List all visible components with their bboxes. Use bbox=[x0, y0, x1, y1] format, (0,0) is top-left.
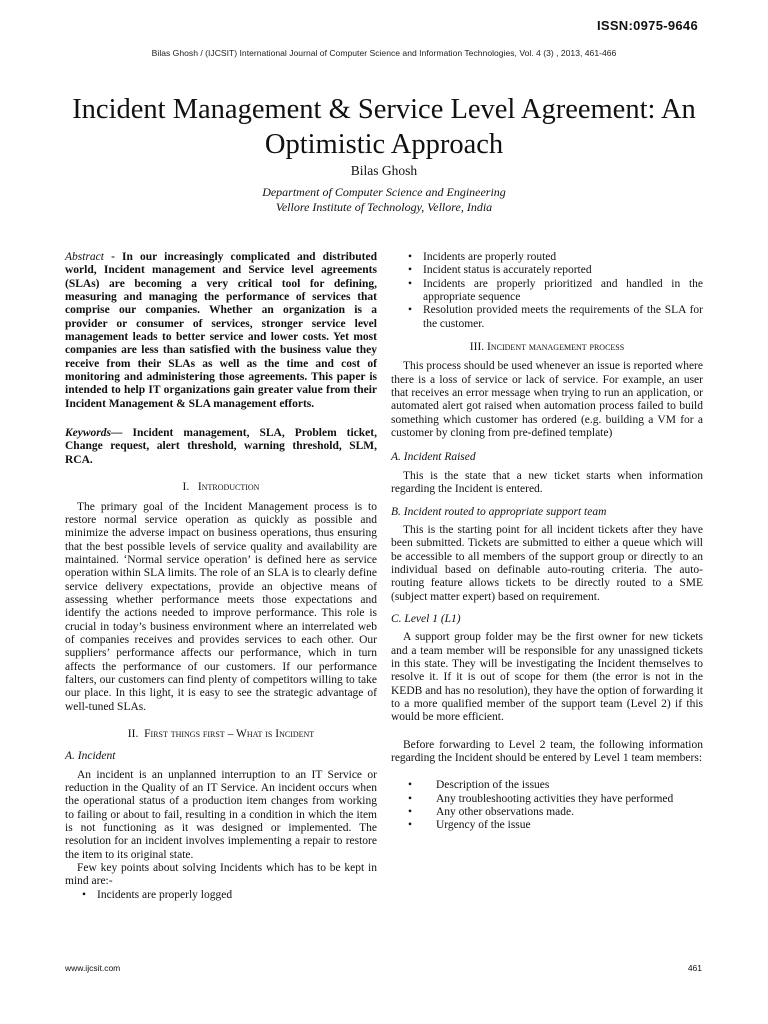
section-number: III. bbox=[469, 341, 485, 354]
right-column bbox=[391, 251, 703, 833]
incident-routed-paragraph: This is the starting point for all incident tickets after they have been submitted. Tickets are submitted to either a queue which will be accessible to all members of the support group or directly to an individual based on definable auto-routing criteria. The auto-routing feature allows tickets to be directly routed to a SME (subject matter expert) based on requirement. bbox=[391, 523, 703, 603]
level-1-forwarding-paragraph: Before forwarding to Level 2 team, the following information regarding the Incident should be entered by Level 1 team members: bbox=[391, 738, 703, 764]
incident-raised-paragraph: This is the state that a new ticket starts when information regarding the Incident is entered. bbox=[391, 469, 703, 496]
affiliation-institute: Vellore Institute of Technology, Vellore, India bbox=[275, 200, 493, 214]
footer-website: www.ijcsit.com bbox=[65, 963, 121, 973]
level-1-info-list bbox=[391, 779, 703, 832]
affiliation bbox=[0, 185, 768, 215]
section-number: I. bbox=[182, 481, 190, 494]
key-points-list bbox=[65, 889, 377, 902]
subsection-heading-incident: A. Incident bbox=[65, 750, 116, 763]
section-heading-incident-management-process bbox=[391, 341, 703, 354]
incident-definition-paragraph: An incident is an unplanned interruption to an IT Service or reduction in the Quality of an IT Service. An incident occurs when the operational status of a production item changes from working to failing or about to fail, resulting in a condition in which the item is not functioning as it was designed or implemented. The resolution for an incident involves implementing a repair to restore the item to its original state. bbox=[65, 768, 377, 861]
section-heading-what-is-incident bbox=[65, 728, 377, 741]
issn-label: ISSN:0975-9646 bbox=[596, 18, 698, 33]
introduction-paragraph: The primary goal of the Incident Management process is to restore normal service operation as quickly as possible and minimize the adverse impact on business operations, thus ensuring that the best possible levels of service quality and availability are maintained. ‘Normal service operation’ is defined here as service operation within SLA limits. The role of an SLA is to clearly define service delivery expectations, provide an objective means of assessing whether performance meets those expectations and identify the actions needed to improve performance. This role is crucial in today’s business environment where an interrelated web of companies receives and provides services to each other. Our suppliers’ performance affects our performance, which in turn affects the performance of our customers. If our performance falters, our customers can find plenty of competitors willing to take our place. In this light, it is easy to see the strategic advantage of well-tuned SLAs. bbox=[65, 500, 377, 713]
author-name: Bilas Ghosh bbox=[350, 163, 418, 178]
section-heading-introduction bbox=[65, 481, 377, 494]
journal-reference: Bilas Ghosh / (IJCSIT) International Journal of Computer Science and Information Technologies, Vol. 4 (3) , 2013, 461-466 bbox=[151, 48, 617, 58]
subsection-heading-level-1: C. Level 1 (L1) bbox=[391, 612, 461, 625]
subsection-heading-incident-routed: B. Incident routed to appropriate support team bbox=[391, 505, 607, 518]
paper-title: Incident Management & Service Level Agreement: An Optimistic Approach bbox=[72, 94, 696, 160]
section-title: Introduction bbox=[197, 481, 260, 494]
key-points-list-continued bbox=[391, 251, 703, 331]
list-item: • Incidents are properly routed bbox=[423, 251, 703, 264]
list-item: • Description of the issues bbox=[436, 779, 703, 792]
left-column bbox=[65, 251, 377, 902]
list-item: • Incidents are properly prioritized and handled in the appropriate sequence bbox=[423, 278, 703, 305]
footer-page-number: 461 bbox=[687, 963, 702, 973]
list-item: • Incident status is accurately reported bbox=[423, 264, 703, 277]
list-item: • Resolution provided meets the requirements of the SLA for the customer. bbox=[423, 304, 703, 331]
section-title: Incident management process bbox=[487, 341, 625, 354]
keywords bbox=[65, 427, 377, 467]
affiliation-department: Department of Computer Science and Engineering bbox=[262, 185, 506, 199]
key-points-paragraph: Few key points about solving Incidents which has to be kept in mind are:- bbox=[65, 862, 377, 888]
abstract-label: Abstract bbox=[65, 251, 104, 263]
section-number: II. bbox=[127, 728, 139, 740]
list-item: • Incidents are properly logged bbox=[97, 889, 377, 902]
section-title: First things first – What is Incident bbox=[144, 728, 315, 740]
keywords-label: Keywords— bbox=[65, 427, 123, 440]
list-item: • Any other observations made. bbox=[436, 806, 703, 819]
keywords-text: Incident management, SLA, Problem ticket, Change request, alert threshold, warning threshold, SLM, RCA. bbox=[65, 427, 377, 466]
list-item: • Urgency of the issue bbox=[436, 819, 703, 832]
subsection-heading-incident-raised: A. Incident Raised bbox=[391, 451, 476, 464]
abstract bbox=[65, 251, 377, 411]
process-paragraph: This process should be used whenever an issue is reported where there is a loss of service or lack of service. For example, an user that receives an error message when trying to run an application, or automated alert got raised when automation process failed to build something which customer has ordered (e.g. building a VM for a customer by cloning from pre-defined template) bbox=[391, 360, 703, 440]
abstract-text: - In our increasingly complicated and distributed world, Incident management and Service level agreements (SLAs) are becoming a very critical tool for defining, measuring and managing the performance of services that comprise our companies. Whether an organization is a provider or consumer of services, stronger service level management leads to better service and lower costs. Yet most companies are less than satisfied with the business value they receive from their SLAs as well as the time and cost of monitoring and administering those agreements. This paper is intended to help IT organizations gain greater value from their Incident Management & SLA management efforts. bbox=[65, 251, 377, 410]
list-item: • Any troubleshooting activities they have performed bbox=[436, 793, 703, 806]
level-1-paragraph: A support group folder may be the first owner for new tickets and a team member will be responsible for any unassigned tickets in this state. They will be investigating the Incident themselves to resolve it. If it is out of scope for them (the error is not in the KEDB and has no resolution), they have the option of forwarding it to a more qualified member of the support team (Level 2) if this would be more efficient. bbox=[391, 631, 703, 724]
